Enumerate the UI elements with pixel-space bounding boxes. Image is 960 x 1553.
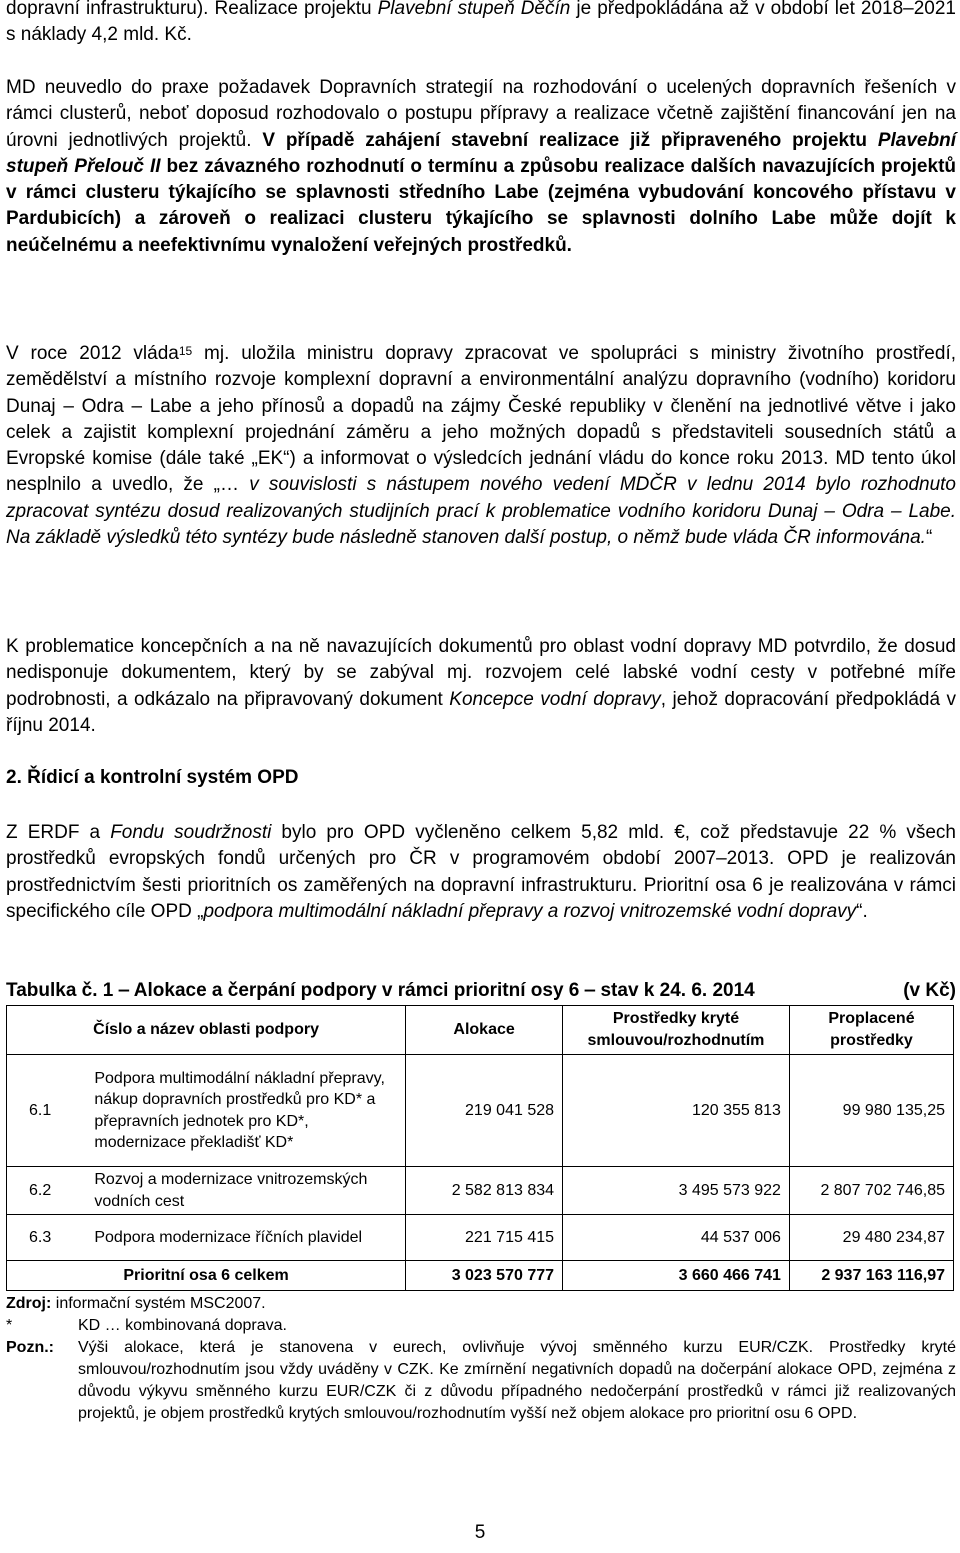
row-paid: 99 980 135,25 [789,1055,953,1167]
strategies-bold-1: V případě zahájení stavební realizace již připraveného projektu [262,129,878,151]
row-allocation: 2 582 813 834 [406,1167,563,1215]
source-note [6,1293,956,1315]
intro-project-name: Plavební stupeň Děčín [377,0,571,19]
funding-text-1: Z ERDF a [6,822,111,843]
header-allocation: Alokace [406,1006,563,1055]
remark-note [6,1337,956,1425]
remark-label: Pozn.: [6,1339,54,1356]
source-text: informační systém MSC2007. [51,1295,266,1312]
paragraph-strategies [6,75,956,259]
row-covered: 120 355 813 [563,1055,790,1167]
concepts-text-2: , jehož dopracování předpokládá v říjnu 2014. [6,688,956,736]
funding-text-3: “. [856,900,868,922]
table-row [7,1215,954,1261]
government-quote: v souvislosti s nástupem nového vedení MDČR v lednu 2014 bylo rozhodnuto zpracovat syntézu dosud realizovaných studijních prací k problematice vodního koridoru Dunaj ‒ Odra ‒ Labe. Na základě výsledků této syntézy bude následně stanoven další postup, o němž bude vláda ČR informována. [6,474,956,549]
total-covered: 3 660 466 741 [563,1261,790,1291]
star-text: KD … kombinovaná doprava. [78,1317,287,1334]
government-text-2: mj. uložila ministru dopravy zpracovat ve spolupráci s ministry životního prostředí, zemědělství a místního rozvoje komplexní dopravní a environmentální analýzu dopravního (vodního) koridoru Dunaj ‒ Odra ‒ Labe a jeho přínosů a dopadů na zájmy České republiky v členění na jednotlivé větve i jako celek a zajistit komplexní projednání záměru a jeho možných dopadů s představiteli sousedních států a Evropské komise (dále také „EK“) a informovat o výsledcích jednání vládu do konce roku 2013. MD tento úkol nesplnilo a uvedlo, že „… [6,343,956,496]
strategies-bold-2: bez závazného rozhodnutí o termínu a způsobu realizace dalších navazujících projektů v rámci clusteru týkajícího se splavnosti středního Labe (zejména vybudování koncového přístavu v Pardubicích) a zároveň o realizaci clusteru týkajícího se splavnosti dolního Labe může dojít k neúčelnému a neefektivnímu vynaložení veřejných prostředků. [6,155,956,256]
table-row [7,1167,954,1215]
government-quote-end: “ [925,527,933,549]
header-paid: Proplacené prostředky [789,1006,953,1055]
row-code: 6.3 [7,1215,91,1261]
row-paid: 29 480 234,87 [789,1215,953,1261]
row-paid: 2 807 702 746,85 [789,1167,953,1215]
funding-objective: podpora multimodální nákladní přepravy a rozvoj vnitrozemské vodní dopravy [203,900,857,922]
paragraph-funding [6,820,956,925]
row-name: Podpora multimodální nákladní přepravy, nákup dopravních prostředků pro KD* a přepravních jednotek pro KD*, modernizace překladišť KD* [90,1055,405,1167]
page-number: 5 [474,1522,486,1543]
row-name: Rozvoj a modernizace vnitrozemských vodních cest [90,1167,405,1215]
row-allocation: 221 715 415 [406,1215,563,1261]
source-label: Zdroj: [6,1295,52,1312]
table-caption-text: Tabulka č. 1 ‒ Alokace a čerpání podpory v rámci prioritní osy 6 ‒ stav k 24. 6. 2014 [6,980,755,1001]
paragraph-concepts [6,634,956,739]
intro-text-2: je předpokládána až v období let 2018–2021 s náklady 4,2 mld. Kč. [6,0,957,46]
government-text-1: V roce 2012 vláda [6,343,179,364]
row-allocation: 219 041 528 [406,1055,563,1167]
row-code: 6.2 [7,1167,91,1215]
row-name: Podpora modernizace říčních plavidel [90,1215,405,1261]
remark-text: Výši alokace, která je stanovena v eurech, ovlivňuje vývoj směnného kurzu EUR/CZK. Prostředky kryté smlouvou/rozhodnutím jsou vždy uváděny v CZK. Ke zmírnění negativních dopadů na dočerpání alokace OPD, zejména z důvodu výkyvu směnného kurzu EUR/CZK či z důvodu případného nedočerpání prostředků v rámci již realizovaných projektů, je objem prostředků krytých smlouvou/rozhodnutím vyšší než objem alokace pro prioritní osu 6 OPD. [78,1339,956,1422]
header-area: Číslo a název oblasti podpory [7,1006,406,1055]
table-row [7,1055,954,1167]
paragraph-government [6,341,956,551]
total-paid: 2 937 163 116,97 [789,1261,953,1291]
concepts-text-1: K problematice koncepčních a na ně navazujících dokumentů pro oblast vodní dopravy MD potvrdilo, že dosud nedisponuje dokumentem, který by se zabýval mj. rozvojem celé labské vodní cesty v potřebné míře podrobnosti, a odkázalo na připravovaný dokument [6,636,956,710]
header-covered: Prostředky kryté smlouvou/rozhodnutím [563,1006,790,1055]
table-header-row [7,1006,954,1055]
total-allocation: 3 023 570 777 [406,1261,563,1291]
paragraph-intro [6,0,956,49]
funding-text-2: bylo pro OPD vyčleněno celkem 5,82 mld. €, což představuje 22 % všech prostředků evropských fondů určených pro ČR v programovém období 2007‒2013. OPD je realizován prostřednictvím šesti prioritních os zaměřených na dopravní infrastrukturu. Prioritní osa 6 je realizována v rámci specifického cíle OPD „ [6,822,956,922]
table-unit: (v Kč) [903,980,956,1001]
section-heading: 2. Řídicí a kontrolní systém OPD [6,767,299,788]
intro-text-1: dopravní infrastrukturu). Realizace projektu [6,0,378,19]
row-code: 6.1 [7,1055,91,1167]
table-caption [6,980,956,1002]
funding-fund-name: Fondu soudržnosti [110,822,272,843]
star-label: * [6,1317,13,1334]
footnote-ref: 15 [178,344,193,358]
table-notes [6,1293,956,1425]
star-note [6,1315,956,1337]
row-covered: 44 537 006 [563,1215,790,1261]
concepts-document-name: Koncepce vodní dopravy [449,688,661,710]
strategies-text: MD neuvedlo do praxe požadavek Dopravních strategií na rozhodování o ucelených dopravních řešeních v rámci clusterů, neboť doposud rozhodovalo o postupu přípravy a realizace včetně zajištění financování jen na úrovni jednotlivých projektů. [6,77,956,151]
table-total-row [7,1261,954,1291]
strategies-project-name: Plavební stupeň Přelouč II [6,129,956,177]
allocation-table [6,1005,954,1291]
total-label: Prioritní osa 6 celkem [7,1261,406,1291]
row-covered: 3 495 573 922 [563,1167,790,1215]
